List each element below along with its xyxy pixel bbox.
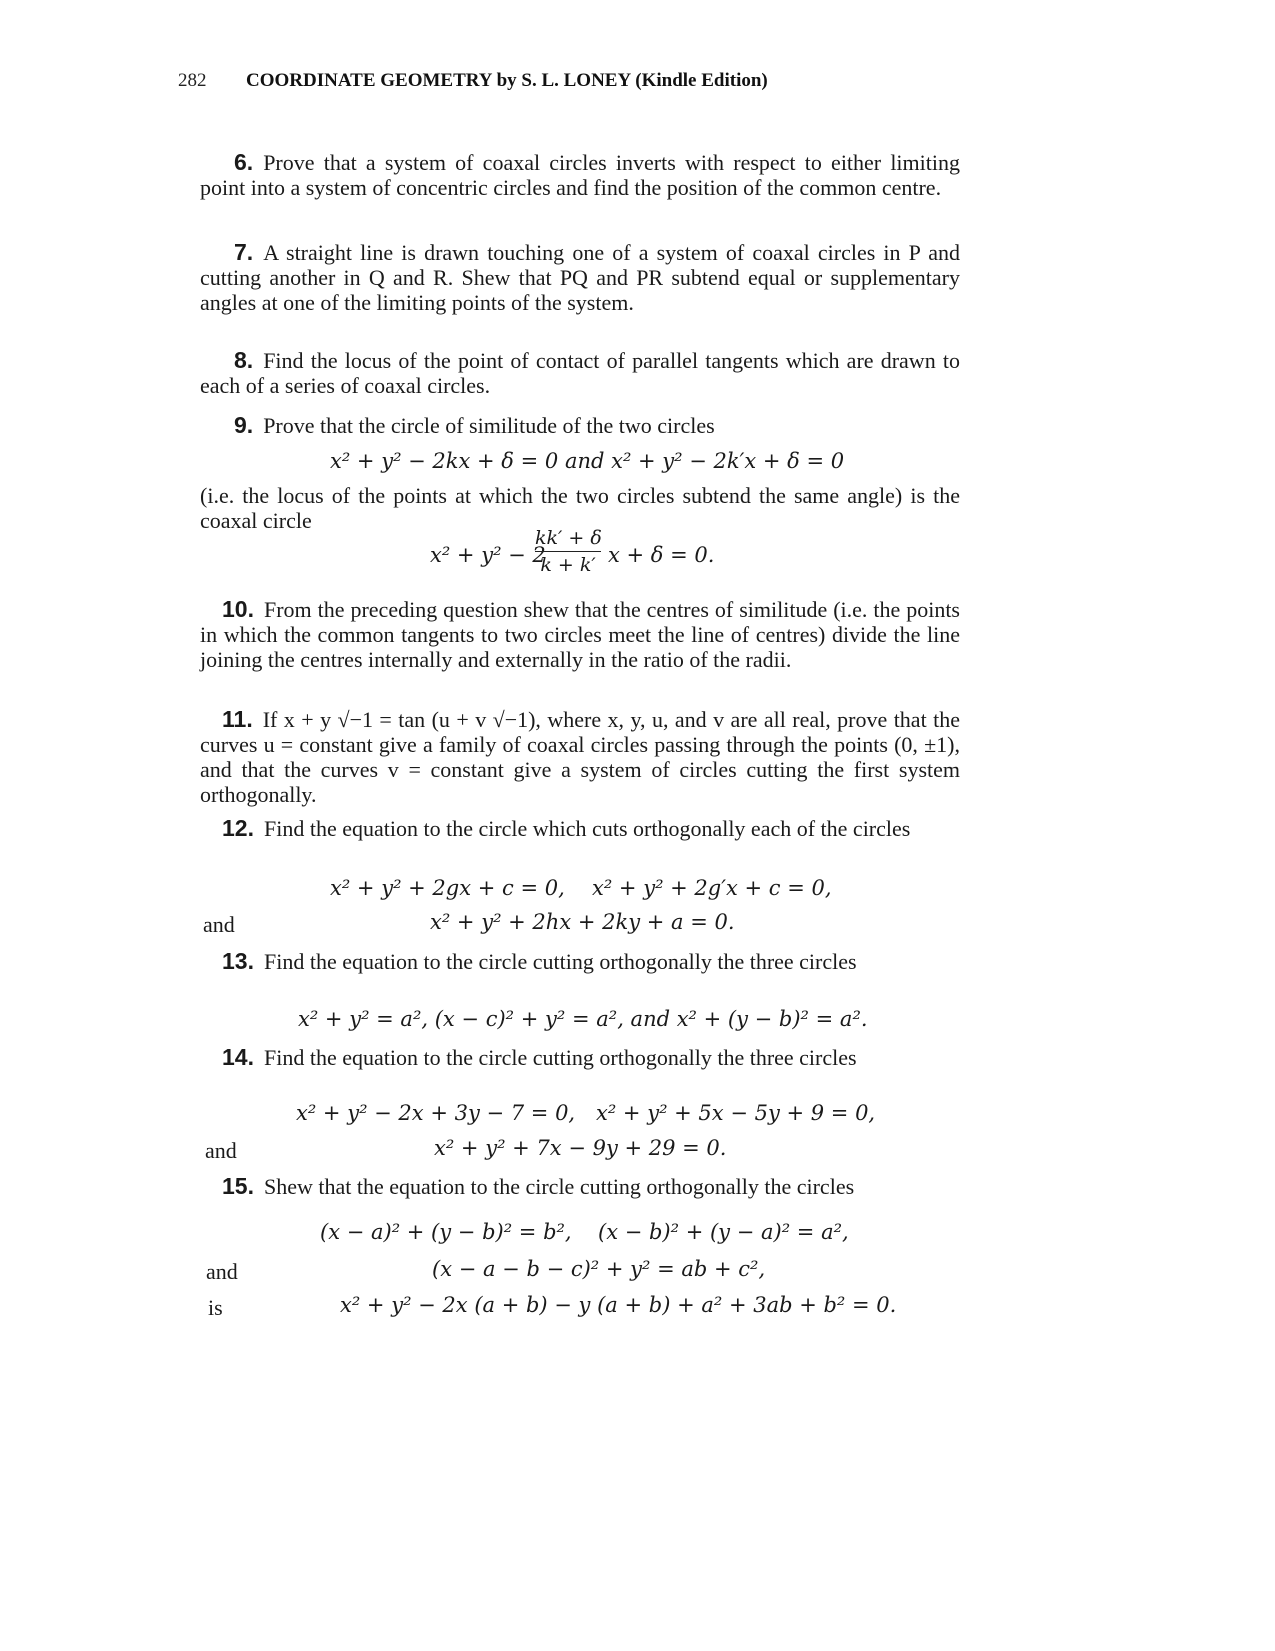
running-header	[178, 70, 768, 92]
book-title: COORDINATE GEOMETRY by S. L. LONEY (Kindle Edition)	[246, 70, 768, 91]
problem-number: 10.	[222, 596, 254, 622]
problem-text: (i.e. the locus of the points at which the two circles subtend the same angle) is the coaxal circle	[200, 483, 960, 533]
problem-text: A straight line is drawn touching one of a system of coaxal circles in P and cutting another in Q and R. Shew that PQ and PR subtend equal or supplementary angles at one of the limiting points of the system.	[200, 240, 960, 315]
equation-p9-fraction	[535, 527, 601, 576]
problem-13	[200, 949, 960, 974]
equation-p12-second: x² + y² + 2g′x + c = 0,	[592, 876, 832, 900]
equation-p14-second: x² + y² + 5x − 5y + 9 = 0,	[596, 1101, 876, 1125]
problem-8	[200, 348, 960, 398]
problem-text: Find the equation to the circle which cuts orthogonally each of the circles	[263, 816, 911, 841]
problem-11	[200, 707, 960, 807]
problem-number: 14.	[222, 1044, 254, 1070]
problem-text: Shew that the equation to the circle cutting orthogonally the circles	[263, 1174, 855, 1199]
problem-text: Find the equation to the circle cutting orthogonally the three circles	[263, 949, 857, 974]
problem-7	[200, 240, 960, 315]
problem-12	[200, 816, 960, 841]
problem-text: Prove that a system of coaxal circles inverts with respect to either limiting point into a system of concentric circles and find the position of the common centre.	[200, 150, 960, 200]
problem-number: 11.	[222, 706, 253, 732]
conjunction-and: and	[205, 1138, 237, 1163]
conjunction-is: is	[208, 1295, 223, 1320]
problem-text: Prove that the circle of similitude of the two circles	[263, 413, 715, 438]
problem-number: 6.	[234, 149, 254, 175]
problem-number: 8.	[234, 347, 254, 373]
fraction-bar	[535, 551, 601, 552]
conjunction-and: and	[203, 912, 235, 937]
equation-p15-second: (x − b)² + (y − a)² = a²,	[598, 1220, 849, 1244]
conjunction-and: and	[206, 1259, 238, 1284]
problem-14	[200, 1045, 960, 1070]
problem-9-continued	[200, 483, 960, 533]
fraction-numerator: kk′ + δ	[535, 527, 602, 549]
equation-p15-first: (x − a)² + (y − b)² = b²,	[320, 1220, 572, 1244]
equation-p15-third: (x − a − b − c)² + y² = ab + c²,	[432, 1257, 766, 1281]
equation-p9-circles: x² + y² − 2kx + δ = 0 and x² + y² − 2k′x + δ = 0	[330, 449, 845, 473]
problem-text: Find the equation to the circle cutting orthogonally the three circles	[263, 1045, 857, 1070]
equation-p12-first: x² + y² + 2gx + c = 0,	[330, 876, 565, 900]
problem-number: 12.	[222, 815, 254, 841]
equation-p12-third: x² + y² + 2hx + 2ky + a = 0.	[430, 910, 735, 934]
problem-number: 7.	[234, 239, 254, 265]
problem-10	[200, 597, 960, 672]
problem-text: If x + y √−1 = tan (u + v √−1), where x, y, u, and v are all real, prove that the curves u = constant give a family of coaxal circles passing through the points (0, ±1), and that the curves v = constant give a system of circles cutting the first system orthogonally.	[200, 707, 960, 807]
fraction-denominator: k + k′	[540, 554, 596, 576]
page-number: 282	[178, 70, 207, 91]
problem-text: Find the locus of the point of contact of parallel tangents which are drawn to each of a series of coaxal circles.	[200, 348, 960, 398]
equation-p9-right: x + δ = 0.	[608, 543, 715, 567]
problem-6	[200, 150, 960, 200]
equation-p9-left: x² + y² − 2	[430, 543, 546, 567]
equation-p15-result: x² + y² − 2x (a + b) − y (a + b) + a² + 3ab + b² = 0.	[340, 1293, 897, 1317]
equation-p13: x² + y² = a², (x − c)² + y² = a², and x² + (y − b)² = a².	[298, 1007, 868, 1031]
problem-text: From the preceding question shew that the centres of similitude (i.e. the points in which the common tangents to two circles meet the line of centres) divide the line joining the centres internally and externally in the ratio of the radii.	[200, 597, 960, 672]
problem-number: 9.	[234, 412, 254, 438]
problem-number: 13.	[222, 948, 254, 974]
equation-p14-third: x² + y² + 7x − 9y + 29 = 0.	[434, 1136, 727, 1160]
problem-15	[200, 1174, 960, 1199]
problem-9	[200, 413, 960, 438]
equation-p14-first: x² + y² − 2x + 3y − 7 = 0,	[296, 1101, 576, 1125]
problem-number: 15.	[222, 1173, 254, 1199]
